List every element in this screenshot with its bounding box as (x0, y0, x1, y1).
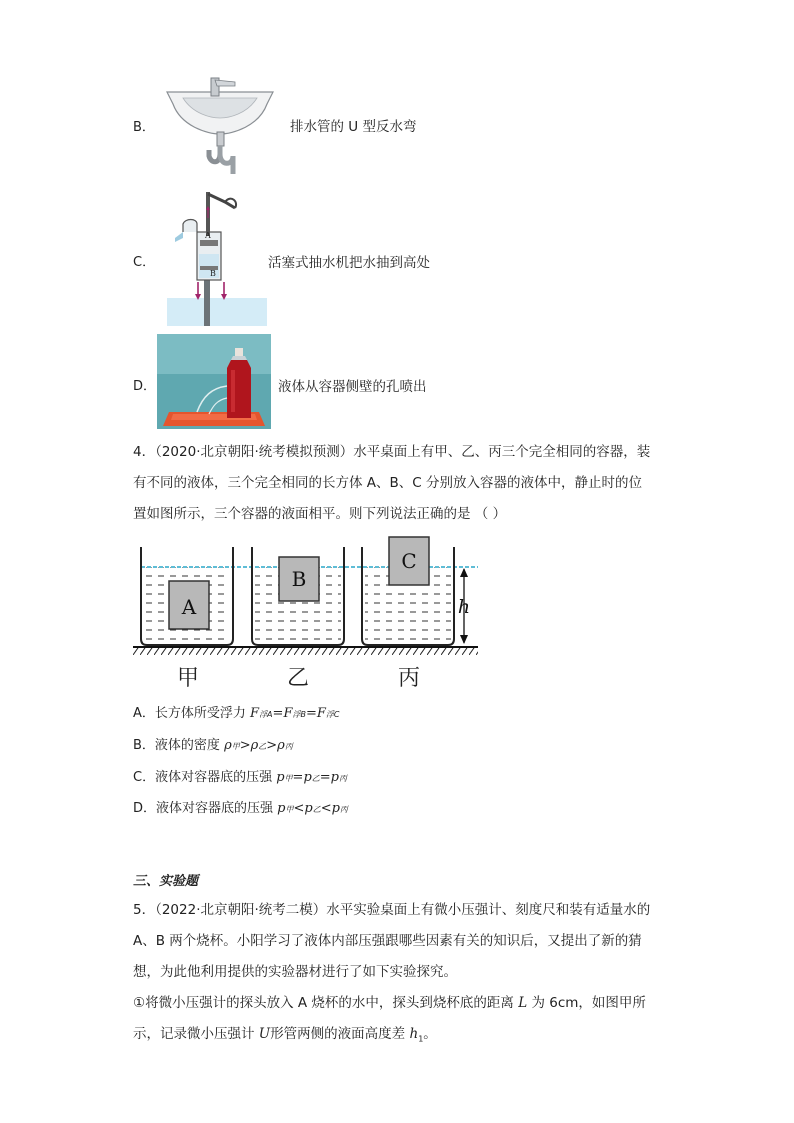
block-a-label: A (181, 595, 197, 619)
q4-line-1: 4．（2020·北京朝阳·统考模拟预测）水平桌面上有甲、乙、丙三个完全相同的容器，装 (133, 444, 651, 460)
container-jia-label: 甲 (176, 666, 200, 691)
option-c-letter: C． (133, 255, 156, 270)
container-yi-label: 乙 (286, 666, 310, 691)
pump-label-a: A (205, 231, 211, 240)
block-b-label: B (291, 567, 307, 591)
q5-line-2: A、B 两个烧杯。小阳学习了液体内部压强跟哪些因素有关的知识后，又提出了新的猜 (133, 933, 642, 949)
option-d-letter: D． (133, 379, 157, 394)
option-b-letter: B． (133, 120, 155, 135)
q4-option-b: B．液体的密度 ρ甲>ρ乙>ρ丙 (133, 738, 293, 753)
option-d-caption: 液体从容器侧壁的孔喷出 (278, 379, 427, 395)
q4-option-a: A．长方体所受浮力 F浮A=F浮B=F浮C (133, 706, 340, 721)
q5-line-1: 5．（2022·北京朝阳·统考二模）水平实验桌面上有微小压强计、刻度尺和装有适量水的 (133, 902, 651, 918)
block-c-label: C (401, 549, 417, 573)
sink-u-trap-image (163, 74, 278, 174)
q4-line-2: 有不同的液体，三个完全相同的长方体 A、B、C 分别放入容器的液体中，静止时的位 (133, 475, 643, 491)
section-heading: 三、实验题 (133, 874, 199, 889)
bottle-spray-image (157, 334, 271, 429)
height-label: h (457, 596, 471, 618)
q5-line-4: ①将微小压强计的探头放入 A 烧杯的水中，探头到烧杯底的距离 L 为 6cm，如图甲所 (133, 995, 646, 1011)
q4-option-c: C．液体对容器底的压强 p甲=p乙=p丙 (133, 770, 347, 785)
q4-containers-figure (133, 535, 478, 693)
pump-label-b: B (210, 269, 216, 278)
q5-line-3: 想，为此他利用提供的实验器材进行了如下实验探究。 (133, 964, 457, 980)
q4-option-d: D．液体对容器底的压强 p甲<p乙<p丙 (133, 801, 348, 816)
option-b-caption: 排水管的 U 型反水弯 (290, 119, 417, 135)
piston-pump-image (167, 188, 267, 326)
q4-line-3: 置如图所示，三个容器的液面相平。则下列说法正确的是 （ ） (133, 506, 507, 522)
q5-line-5: 示，记录微小压强计 U形管两侧的液面高度差 $h_1$。 (133, 1026, 437, 1044)
container-bing-label: 丙 (397, 666, 421, 691)
option-c-caption: 活塞式抽水机把水抽到高处 (268, 255, 430, 271)
